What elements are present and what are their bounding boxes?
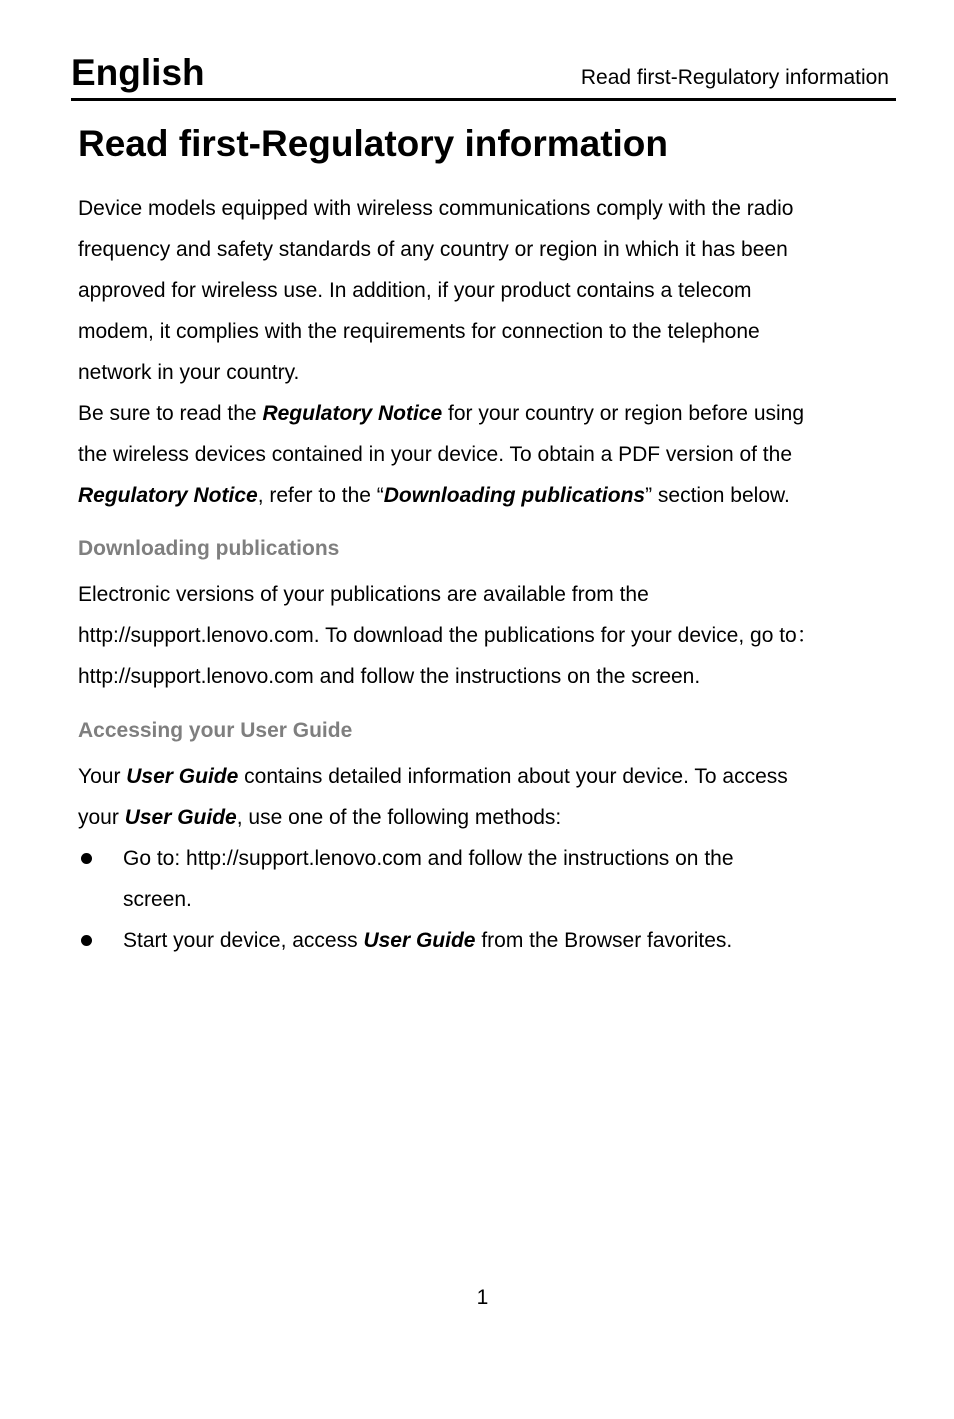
text-line: approved for wireless use. In addition, if your product contains a telecom [78, 279, 752, 302]
text-line: Device models equipped with wireless communications comply with the radio [78, 197, 794, 220]
text-run: , use one of the following methods: [236, 806, 562, 829]
header-language: English [71, 52, 205, 93]
text-run: from the Browser favorites. [475, 929, 733, 952]
user-guide-paragraph [78, 756, 898, 838]
text-line [78, 756, 898, 797]
text-line [78, 475, 898, 516]
intro-paragraph-2 [78, 393, 898, 516]
user-guide-term: User Guide [363, 929, 476, 952]
text-line [78, 393, 898, 434]
text-line: http://support.lenovo.com and follow the instructions on the screen. [78, 665, 701, 688]
text-run: ” section below. [645, 484, 790, 507]
regulatory-notice-term: Regulatory Notice [262, 402, 443, 425]
user-guide-heading: Accessing your User Guide [78, 719, 353, 742]
text-run: , refer to the “ [257, 484, 384, 507]
text-run: contains detailed information about your device. To access [238, 765, 788, 788]
text-line [78, 797, 898, 838]
user-guide-term: User Guide [124, 806, 237, 829]
list-item [78, 838, 898, 920]
text-line: frequency and safety standards of any country or region in which it has been [78, 238, 788, 261]
text-run: Be sure to read the [78, 402, 263, 425]
downloading-publications-term: Downloading publications [383, 484, 646, 507]
text-run: Start your device, access [123, 929, 364, 952]
text-line: the wireless devices contained in your device. To obtain a PDF version of the [78, 443, 792, 466]
regulatory-notice-term: Regulatory Notice [78, 484, 258, 507]
list-item [78, 920, 898, 961]
text-run: for your country or region before using [442, 402, 805, 425]
text-line: screen. [123, 888, 192, 911]
page-content [78, 120, 898, 961]
text-line [123, 920, 898, 961]
page-title: Read first-Regulatory information [78, 123, 668, 164]
bullet-dot-icon [81, 935, 92, 946]
user-guide-term: User Guide [126, 765, 239, 788]
page-number: 1 [476, 1286, 489, 1309]
bullet-dot-icon [81, 853, 92, 864]
downloading-heading: Downloading publications [78, 537, 340, 560]
running-header [71, 52, 896, 101]
text-line: http://support.lenovo.com. To download the publications for your device, go to： [78, 624, 818, 647]
text-line: modem, it complies with the requirements for connection to the telephone [78, 320, 760, 343]
downloading-paragraph [78, 574, 898, 697]
text-line: Electronic versions of your publications are available from the [78, 583, 649, 606]
header-section-title: Read first-Regulatory information [580, 66, 889, 89]
text-line: Go to: http://support.lenovo.com and follow the instructions on the [123, 847, 734, 870]
methods-list [78, 838, 898, 961]
text-run: your [78, 806, 125, 829]
intro-paragraph-1 [78, 188, 898, 393]
text-run: Your [78, 765, 127, 788]
text-line: network in your country. [78, 361, 300, 384]
